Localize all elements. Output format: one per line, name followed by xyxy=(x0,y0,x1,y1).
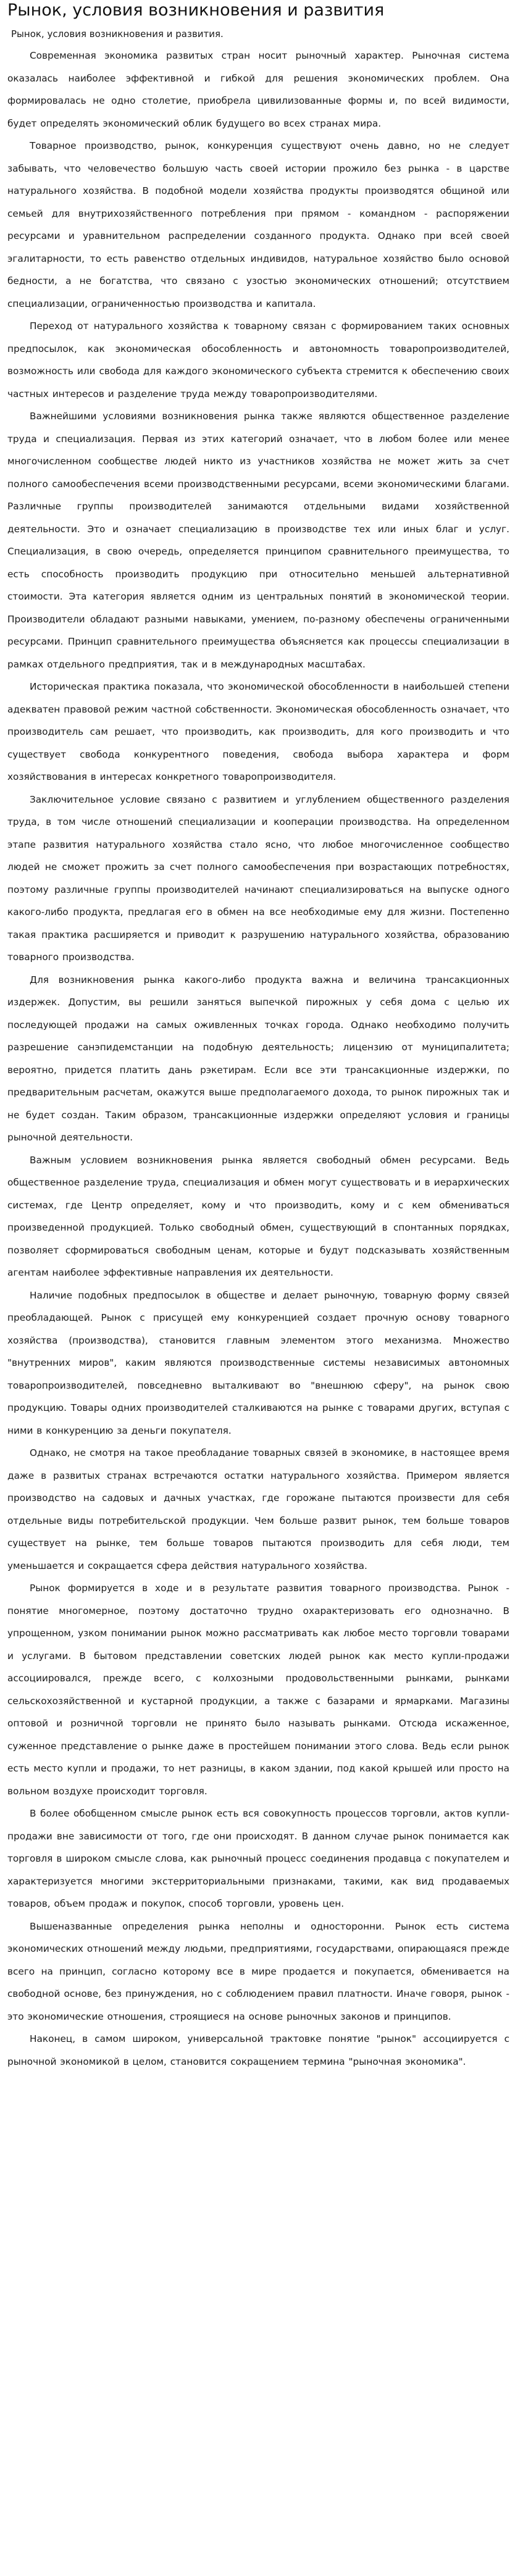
paragraph: В более обобщенном смысле рынок есть вся совокупность процессов торговли, актов купли-продажи вне зависимости от того, где они происходят. В данном случае рынок понимается как торговля в широком смысле слова, как рыночный процесс соединения продавца с покупателем и характеризуется многими экстерриториальными признаками, такими, как вид продаваемых товаров, объем продаж и покупок, способ торговли, уровень цен. xyxy=(7,1808,509,1909)
paragraph: Наконец, в самом широком, универсальной трактовке понятие "рынок" ассоциируется с рыночной экономикой в целом, становится сокращением термина "рыночная экономика". xyxy=(7,2033,509,2067)
paragraph: Вышеназванные определения рынка неполны и односторонни. Рынок есть система экономических отношений между людьми, предприятиями, государствами, опирающаяся прежде всего на принцип, согласно которому все в мире продается и покупается, обменивается на свободной основе, без принуждения, но с соблюдением правил платности. Иначе говоря, рынок - это экономические отношения, строящиеся на основе рыночных законов и принципов. xyxy=(7,1920,509,2022)
paragraph: Наличие подобных предпосылок в обществе и делает рыночную, товарную форму связей преобладающей. Рынок с присущей ему конкуренцией создает прочную основу товарного хозяйства (производства), становится главным элементом этого механизма. Множество "внутренних миров", каким являются производственные системы независимых автономных товаропроизводителей, повседневно выталкивают во "внешнюю сферу", на рынок свою продукцию. Товары одних производителей сталкиваются на рынке с товарами других, вступая с ними в конкуренцию за деньги покупателя. xyxy=(7,1289,509,1436)
article-subtitle: Рынок, условия возникновения и развития. xyxy=(11,28,224,40)
paragraph: Для возникновения рынка какого-либо продукта важна и величина трансакционных издержек. Допустим, вы решили заняться выпечкой пирожных у себя дома с целью их последующей продажи на самых оживленных точках города. Однако необходимо получить разрешение санэпидемстанции на подобную деятельность; лицензию от муниципалитета; вероятно, придется платить дань рэкетирам. Если все эти трансакционные издержки, по предварительным расчетам, окажутся выше предполагаемого дохода, то рынок пирожных так и не будет создан. Таким образом, трансакционные издержки определяют условия и границы рыночной деятельности. xyxy=(7,974,509,1143)
paragraph: Современная экономика развитых стран носит рыночный характер. Рыночная система оказалась наиболее эффективной и гибкой для решения экономических проблем. Она формировалась не одно столетие, приобрела цивилизованные формы и, по всей видимости, будет определять экономический облик будущего во всех странах мира. xyxy=(7,50,509,129)
paragraph: Заключительное условие связано с развитием и углублением общественного разделения труда, в том числе отношений специализации и кооперации производства. На определенном этапе развития натурального хозяйства стало ясно, что любое многочисленное сообщество людей не сможет прожить за счет полного самообеспечения при возрастающих потребностях, поэтому различные группы производителей начинают специализироваться на выпуске одного какого-либо продукта, предлагая его в обмен на все необходимые ему для жизни. Постепенно такая практика расширяется и приводит к разрушению натурального хозяйства, образованию товарного производства. xyxy=(7,793,509,963)
paragraph: Важным условием возникновения рынка является свободный обмен ресурсами. Ведь общественное разделение труда, специализация и обмен могут существовать и в иерархических системах, где Центр определяет, кому и что производить, кому и с кем обмениваться произведенной продукцией. Только свободный обмен, существующий в спонтанных порядках, позволяет сформироваться свободным ценам, которые и будут подсказывать хозяйственным агентам наиболее эффективные направления их деятельности. xyxy=(7,1154,509,1278)
paragraph: Однако, не смотря на такое преобладание товарных связей в экономике, в настоящее время даже в развитых странах встречаются остатки натурального хозяйства. Примером является производство на садовых и дачных участках, где горожане пытаются произвести для себя отдельные виды потребительской продукции. Чем больше развит рынок, тем больше товаров существует на рынке, тем больше товаров пытаются производить для себя люди, тем уменьшается и сокращается сфера действия натурального хозяйства. xyxy=(7,1447,509,1571)
page-title: Рынок, условия возникновения и развития xyxy=(7,1,385,20)
paragraph: Рынок формируется в ходе и в результате развития товарного производства. Рынок - понятие многомерное, поэтому достаточно трудно охарактеризовать его однозначно. В упрощенном, узком понимании рынок можно рассматривать как любое место торговли товарами и услугами. В бытовом представлении советских людей рынок как место купли-продажи ассоциировался, прежде всего, с колхозными продовольственными рынками, рынками сельскохозяйственной и кустарной продукции, а также с базарами и ярмарками. Магазины оптовой и розничной торговли не принято было называть рынками. Отсюда искаженное, суженное представление о рынке даже в простейшем понимании этого слова. Ведь если рынок есть место купли и продажи, то нет разницы, в каком здании, под какой крышей или просто на вольном воздухе происходит торговля. xyxy=(7,1583,509,1797)
paragraph: Важнейшими условиями возникновения рынка также являются общественное разделение труда и специализация. Первая из этих категорий означает, что в любом более или менее многочисленном сообществе людей никто из участников хозяйства не может жить за счет полного самообеспечения всеми производственными ресурсами, всеми экономическими благами. Различные группы производителей занимаются отдельными видами хозяйственной деятельности. Это и означает специализацию в производстве тех или иных благ и услуг. Специализация, в свою очередь, определяется принципом сравнительного преимущества, то есть способность производить продукцию при относительно меньшей альтернативной стоимости. Эта категория является одним из центральных понятий в экономической теории. Производители обладают разными навыками, умением, по-разному обеспечены ограниченными ресурсами. Принцип сравнительного преимущества объясняется как процессы специализации в рамках отдельного предприятия, так и в международных масштабах. xyxy=(7,411,509,670)
paragraph: Историческая практика показала, что экономической обособленности в наибольшей степени адекватен правовой режим частной собственности. Экономическая обособленность означает, что производитель сам решает, что производить, как производить, для кого производить и что существует свобода конкурентного поведения, свобода выбора характера и форм хозяйствования в интересах конкретного товаропроизводителя. xyxy=(7,681,509,782)
paragraph: Товарное производство, рынок, конкуренция существуют очень давно, но не следует забывать, что человечество большую часть своей истории прожило без рынка - в царстве натурального хозяйства. В подобной модели хозяйства продукты производятся общиной или семьей для внутрихозяйственного потребления при прямом - командном - распоряжении ресурсами и уравнительном распределении созданного продукта. Однако при всей своей эгалитарности, то есть равенство отдельных индивидов, натуральное хозяйство было основой бедности, а не богатства, что связано с узостью экономических отношений; отсутствием специализации, ограниченностью производства и капитала. xyxy=(7,140,509,309)
paragraph: Переход от натурального хозяйства к товарному связан с формированием таких основных предпосылок, как экономическая обособленность и автономность товаропроизводителей, возможность или свобода для каждого экономического субъекта стремится к обеспечению своих частных интересов и разделение труда между товаропроизводителями. xyxy=(7,320,509,399)
